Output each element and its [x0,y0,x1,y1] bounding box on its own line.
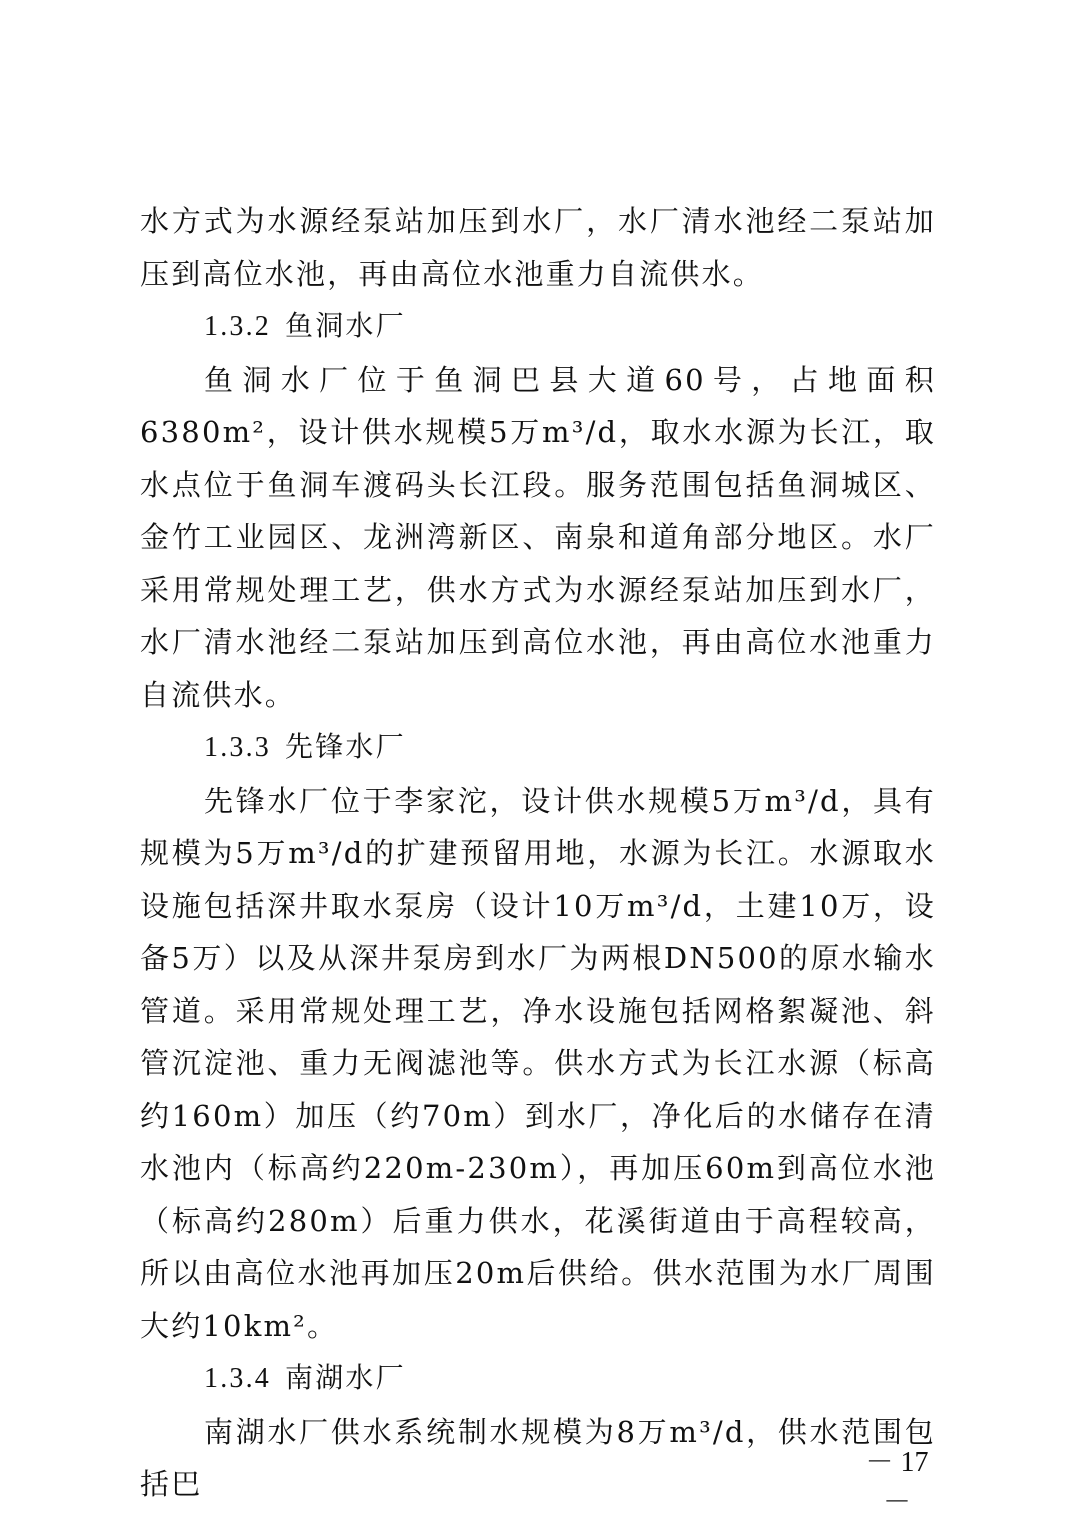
section-number: 1.3.4 [204,1363,271,1394]
section-title: 先锋水厂 [285,730,406,763]
section-title: 南湖水厂 [285,1361,406,1394]
section-title: 鱼洞水厂 [285,309,406,342]
paragraph-intro: 水方式为水源经泵站加压到水厂，水厂清水池经二泵站加压到高位水池，再由高位水池重力自流供水。 [140,204,936,291]
paragraph-nanhu: 南湖水厂供水系统制水规模为8万m³/d，供水范围包括巴 [140,1414,936,1501]
page-number: － 17 － [865,1447,929,1518]
section-heading-1-3-2 [140,300,936,354]
paragraph-yudong: 鱼洞水厂位于鱼洞巴县大道60号，占地面积6380m²，设计供水规模5万m³/d，取水水源为长江，取水点位于鱼洞车渡码头长江段。服务范围包括鱼洞城区、金竹工业园区、龙洲湾新区、南泉和道角部分地区。水厂采用常规处理工艺，供水方式为水源经泵站加压到水厂，水厂清水池经二泵站加压到高位水池，再由高位水池重力自流供水。 [140,362,936,712]
section-heading-1-3-4 [140,1352,936,1406]
section-number: 1.3.3 [204,732,271,763]
paragraph-xianfeng: 先锋水厂位于李家沱，设计供水规模5万m³/d，具有规模为5万m³/d的扩建预留用地，水源为长江。水源取水设施包括深井取水泵房（设计10万m³/d，土建10万，设备5万）以及从深井泵房到水厂为两根DN500的原水输水管道。采用常规处理工艺，净水设施包括网格絮凝池、斜管沉淀池、重力无阀滤池等。供水方式为长江水源（标高约160m）加压（约70m）到水厂，净化后的水储存在清水池内（标高约220m-230m），再加压60m到高位水池（标高约280m）后重力供水，花溪街道由于高程较高，所以由高位水池再加压20m后供给。供水范围为水厂周围大约10km²。 [140,783,936,1343]
section-number: 1.3.2 [204,311,271,342]
section-heading-1-3-3 [140,721,936,775]
document-body [140,195,936,1511]
